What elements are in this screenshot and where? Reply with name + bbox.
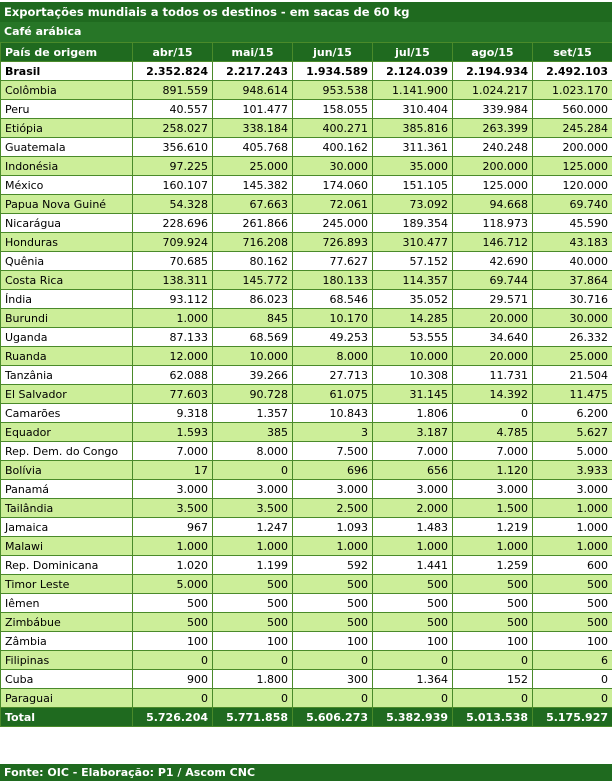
value-cell: 0 [133, 689, 213, 708]
value-cell: 34.640 [453, 328, 533, 347]
value-cell: 1.441 [373, 556, 453, 575]
value-cell: 100 [453, 632, 533, 651]
value-cell: 1.483 [373, 518, 453, 537]
table-subtitle: Café arábica [0, 22, 612, 42]
value-cell: 17 [133, 461, 213, 480]
value-cell: 1.364 [373, 670, 453, 689]
country-cell: Uganda [1, 328, 133, 347]
value-cell: 845 [213, 309, 293, 328]
country-cell: Colômbia [1, 81, 133, 100]
value-cell: 5.000 [133, 575, 213, 594]
value-cell: 948.614 [213, 81, 293, 100]
table-row [1, 309, 612, 328]
value-cell: 0 [533, 689, 612, 708]
value-cell: 29.571 [453, 290, 533, 309]
country-cell: Índia [1, 290, 133, 309]
value-cell: 1.219 [453, 518, 533, 537]
value-cell: 385 [213, 423, 293, 442]
value-cell: 500 [453, 613, 533, 632]
table-row [1, 195, 612, 214]
value-cell: 7.000 [373, 442, 453, 461]
value-cell: 70.685 [133, 252, 213, 271]
table-row [1, 385, 612, 404]
value-cell: 2.217.243 [213, 62, 293, 81]
table-row [1, 499, 612, 518]
column-header-country: País de origem [1, 43, 133, 62]
value-cell: 500 [293, 594, 373, 613]
value-cell: 1.000 [533, 499, 612, 518]
value-cell: 1.806 [373, 404, 453, 423]
column-header-month: jun/15 [293, 43, 373, 62]
value-cell: 57.152 [373, 252, 453, 271]
value-cell: 100 [293, 632, 373, 651]
value-cell: 40.557 [133, 100, 213, 119]
value-cell: 68.546 [293, 290, 373, 309]
country-cell: Honduras [1, 233, 133, 252]
country-cell: Costa Rica [1, 271, 133, 290]
value-cell: 500 [213, 613, 293, 632]
value-cell: 101.477 [213, 100, 293, 119]
value-cell: 69.740 [533, 195, 612, 214]
country-cell: Iêmen [1, 594, 133, 613]
value-cell: 0 [213, 461, 293, 480]
value-cell: 145.382 [213, 176, 293, 195]
value-cell: 500 [373, 613, 453, 632]
value-cell: 3.000 [533, 480, 612, 499]
value-cell: 27.713 [293, 366, 373, 385]
country-cell: Camarões [1, 404, 133, 423]
value-cell: 400.271 [293, 119, 373, 138]
value-cell: 2.124.039 [373, 62, 453, 81]
table-row [1, 461, 612, 480]
value-cell: 145.772 [213, 271, 293, 290]
value-cell: 20.000 [453, 347, 533, 366]
table-row [1, 404, 612, 423]
value-cell: 245.000 [293, 214, 373, 233]
value-cell: 338.184 [213, 119, 293, 138]
value-cell: 12.000 [133, 347, 213, 366]
table-row [1, 328, 612, 347]
table-row [1, 537, 612, 556]
value-cell: 500 [213, 594, 293, 613]
value-cell: 245.284 [533, 119, 612, 138]
value-cell: 87.133 [133, 328, 213, 347]
country-cell: Equador [1, 423, 133, 442]
value-cell: 1.800 [213, 670, 293, 689]
value-cell: 1.000 [533, 518, 612, 537]
value-cell: 53.555 [373, 328, 453, 347]
column-header-month: mai/15 [213, 43, 293, 62]
value-cell: 7.000 [453, 442, 533, 461]
value-cell: 953.538 [293, 81, 373, 100]
value-cell: 0 [293, 651, 373, 670]
value-cell: 3.500 [133, 499, 213, 518]
value-cell: 7.500 [293, 442, 373, 461]
value-cell: 9.318 [133, 404, 213, 423]
value-cell: 0 [133, 651, 213, 670]
table-row [1, 613, 612, 632]
value-cell: 263.399 [453, 119, 533, 138]
value-cell: 1.141.900 [373, 81, 453, 100]
value-cell: 35.000 [373, 157, 453, 176]
table-row [1, 100, 612, 119]
value-cell: 62.088 [133, 366, 213, 385]
column-header-month: set/15 [533, 43, 612, 62]
value-cell: 158.055 [293, 100, 373, 119]
table-row [1, 214, 612, 233]
value-cell: 385.816 [373, 119, 453, 138]
value-cell: 0 [373, 689, 453, 708]
country-cell: Bolívia [1, 461, 133, 480]
value-cell: 49.253 [293, 328, 373, 347]
value-cell: 6 [533, 651, 612, 670]
value-cell: 1.000 [133, 537, 213, 556]
value-cell: 2.352.824 [133, 62, 213, 81]
table-row [1, 480, 612, 499]
value-cell: 100 [133, 632, 213, 651]
value-cell: 709.924 [133, 233, 213, 252]
value-cell: 90.728 [213, 385, 293, 404]
value-cell: 500 [453, 575, 533, 594]
value-cell: 30.716 [533, 290, 612, 309]
value-cell: 500 [373, 594, 453, 613]
value-cell: 339.984 [453, 100, 533, 119]
value-cell: 97.225 [133, 157, 213, 176]
value-cell: 73.092 [373, 195, 453, 214]
value-cell: 500 [293, 575, 373, 594]
value-cell: 138.311 [133, 271, 213, 290]
table-row [1, 119, 612, 138]
table-row [1, 62, 612, 81]
country-cell: Jamaica [1, 518, 133, 537]
value-cell: 31.145 [373, 385, 453, 404]
value-cell: 8.000 [213, 442, 293, 461]
table-row [1, 632, 612, 651]
value-cell: 3.000 [213, 480, 293, 499]
value-cell: 300 [293, 670, 373, 689]
value-cell: 7.000 [133, 442, 213, 461]
value-cell: 1.000 [533, 537, 612, 556]
table-row [1, 271, 612, 290]
value-cell: 118.973 [453, 214, 533, 233]
value-cell: 25.000 [213, 157, 293, 176]
value-cell: 1.023.170 [533, 81, 612, 100]
total-value: 5.771.858 [213, 708, 293, 727]
value-cell: 39.266 [213, 366, 293, 385]
value-cell: 0 [533, 670, 612, 689]
value-cell: 3.000 [373, 480, 453, 499]
value-cell: 8.000 [293, 347, 373, 366]
table-row [1, 556, 612, 575]
value-cell: 500 [293, 613, 373, 632]
country-cell: Brasil [1, 62, 133, 81]
country-cell: Rep. Dominicana [1, 556, 133, 575]
country-cell: Indonésia [1, 157, 133, 176]
header-row [1, 43, 612, 62]
value-cell: 200.000 [533, 138, 612, 157]
value-cell: 2.500 [293, 499, 373, 518]
value-cell: 400.162 [293, 138, 373, 157]
value-cell: 891.559 [133, 81, 213, 100]
value-cell: 67.663 [213, 195, 293, 214]
value-cell: 10.170 [293, 309, 373, 328]
country-cell: Burundi [1, 309, 133, 328]
value-cell: 500 [213, 575, 293, 594]
country-cell: Zâmbia [1, 632, 133, 651]
value-cell: 1.593 [133, 423, 213, 442]
country-cell: Paraguai [1, 689, 133, 708]
value-cell: 240.248 [453, 138, 533, 157]
country-cell: Filipinas [1, 651, 133, 670]
value-cell: 1.500 [453, 499, 533, 518]
value-cell: 3.000 [453, 480, 533, 499]
table-row [1, 366, 612, 385]
table-row [1, 423, 612, 442]
value-cell: 1.247 [213, 518, 293, 537]
value-cell: 3 [293, 423, 373, 442]
table-row [1, 575, 612, 594]
value-cell: 310.477 [373, 233, 453, 252]
table-row [1, 347, 612, 366]
value-cell: 21.504 [533, 366, 612, 385]
country-cell: Malawi [1, 537, 133, 556]
table-row [1, 233, 612, 252]
country-cell: Papua Nova Guiné [1, 195, 133, 214]
total-row [1, 708, 612, 727]
value-cell: 600 [533, 556, 612, 575]
table-row [1, 689, 612, 708]
value-cell: 189.354 [373, 214, 453, 233]
country-cell: Ruanda [1, 347, 133, 366]
value-cell: 30.000 [293, 157, 373, 176]
country-cell: Guatemala [1, 138, 133, 157]
table-row [1, 594, 612, 613]
value-cell: 151.105 [373, 176, 453, 195]
value-cell: 80.162 [213, 252, 293, 271]
value-cell: 152 [453, 670, 533, 689]
value-cell: 42.690 [453, 252, 533, 271]
value-cell: 180.133 [293, 271, 373, 290]
total-value: 5.606.273 [293, 708, 373, 727]
table-title: Exportações mundiais a todos os destinos - em sacas de 60 kg [0, 2, 612, 22]
value-cell: 900 [133, 670, 213, 689]
table-row [1, 290, 612, 309]
value-cell: 500 [373, 575, 453, 594]
value-cell: 160.107 [133, 176, 213, 195]
value-cell: 592 [293, 556, 373, 575]
value-cell: 10.000 [213, 347, 293, 366]
value-cell: 500 [533, 613, 612, 632]
value-cell: 0 [293, 689, 373, 708]
value-cell: 1.000 [293, 537, 373, 556]
value-cell: 93.112 [133, 290, 213, 309]
value-cell: 656 [373, 461, 453, 480]
value-cell: 0 [373, 651, 453, 670]
value-cell: 10.308 [373, 366, 453, 385]
table-row [1, 518, 612, 537]
table-row [1, 157, 612, 176]
value-cell: 1.093 [293, 518, 373, 537]
total-value: 5.726.204 [133, 708, 213, 727]
value-cell: 261.866 [213, 214, 293, 233]
value-cell: 100 [533, 632, 612, 651]
value-cell: 43.183 [533, 233, 612, 252]
value-cell: 146.712 [453, 233, 533, 252]
value-cell: 100 [373, 632, 453, 651]
table-row [1, 442, 612, 461]
value-cell: 1.199 [213, 556, 293, 575]
country-cell: Nicarágua [1, 214, 133, 233]
value-cell: 86.023 [213, 290, 293, 309]
value-cell: 2.194.934 [453, 62, 533, 81]
exports-table [0, 42, 612, 727]
column-header-month: jul/15 [373, 43, 453, 62]
table-row [1, 138, 612, 157]
country-cell: Peru [1, 100, 133, 119]
value-cell: 200.000 [453, 157, 533, 176]
value-cell: 3.000 [133, 480, 213, 499]
value-cell: 11.475 [533, 385, 612, 404]
value-cell: 26.332 [533, 328, 612, 347]
value-cell: 2.492.103 [533, 62, 612, 81]
value-cell: 500 [533, 575, 612, 594]
value-cell: 2.000 [373, 499, 453, 518]
value-cell: 61.075 [293, 385, 373, 404]
value-cell: 311.361 [373, 138, 453, 157]
value-cell: 20.000 [453, 309, 533, 328]
value-cell: 500 [533, 594, 612, 613]
value-cell: 25.000 [533, 347, 612, 366]
country-cell: Etiópia [1, 119, 133, 138]
value-cell: 77.603 [133, 385, 213, 404]
value-cell: 500 [133, 594, 213, 613]
country-cell: El Salvador [1, 385, 133, 404]
value-cell: 0 [453, 689, 533, 708]
value-cell: 0 [453, 651, 533, 670]
table-row [1, 252, 612, 271]
country-cell: Quênia [1, 252, 133, 271]
value-cell: 5.000 [533, 442, 612, 461]
value-cell: 356.610 [133, 138, 213, 157]
value-cell: 560.000 [533, 100, 612, 119]
value-cell: 11.731 [453, 366, 533, 385]
table-row [1, 651, 612, 670]
column-header-month: ago/15 [453, 43, 533, 62]
value-cell: 77.627 [293, 252, 373, 271]
total-value: 5.175.927 [533, 708, 612, 727]
value-cell: 3.187 [373, 423, 453, 442]
value-cell: 54.328 [133, 195, 213, 214]
value-cell: 1.000 [453, 537, 533, 556]
value-cell: 94.668 [453, 195, 533, 214]
table-row [1, 670, 612, 689]
value-cell: 40.000 [533, 252, 612, 271]
country-cell: Panamá [1, 480, 133, 499]
value-cell: 1.000 [213, 537, 293, 556]
value-cell: 6.200 [533, 404, 612, 423]
country-cell: México [1, 176, 133, 195]
value-cell: 3.500 [213, 499, 293, 518]
total-value: 5.382.939 [373, 708, 453, 727]
value-cell: 0 [453, 404, 533, 423]
value-cell: 696 [293, 461, 373, 480]
table-row [1, 81, 612, 100]
value-cell: 258.027 [133, 119, 213, 138]
value-cell: 1.000 [373, 537, 453, 556]
column-header-month: abr/15 [133, 43, 213, 62]
country-cell: Zimbábue [1, 613, 133, 632]
value-cell: 310.404 [373, 100, 453, 119]
country-cell: Timor Leste [1, 575, 133, 594]
value-cell: 14.392 [453, 385, 533, 404]
value-cell: 10.000 [373, 347, 453, 366]
table-row [1, 176, 612, 195]
value-cell: 1.024.217 [453, 81, 533, 100]
value-cell: 3.000 [293, 480, 373, 499]
value-cell: 114.357 [373, 271, 453, 290]
country-cell: Rep. Dem. do Congo [1, 442, 133, 461]
value-cell: 100 [213, 632, 293, 651]
value-cell: 120.000 [533, 176, 612, 195]
value-cell: 1.000 [133, 309, 213, 328]
value-cell: 125.000 [533, 157, 612, 176]
value-cell: 5.627 [533, 423, 612, 442]
value-cell: 35.052 [373, 290, 453, 309]
value-cell: 174.060 [293, 176, 373, 195]
source-footer: Fonte: OIC - Elaboração: P1 / Ascom CNC [0, 764, 612, 781]
value-cell: 1.020 [133, 556, 213, 575]
value-cell: 4.785 [453, 423, 533, 442]
value-cell: 716.208 [213, 233, 293, 252]
value-cell: 3.933 [533, 461, 612, 480]
total-value: 5.013.538 [453, 708, 533, 727]
value-cell: 72.061 [293, 195, 373, 214]
value-cell: 500 [453, 594, 533, 613]
value-cell: 1.259 [453, 556, 533, 575]
value-cell: 37.864 [533, 271, 612, 290]
value-cell: 405.768 [213, 138, 293, 157]
value-cell: 500 [133, 613, 213, 632]
total-label: Total [1, 708, 133, 727]
value-cell: 69.744 [453, 271, 533, 290]
value-cell: 14.285 [373, 309, 453, 328]
value-cell: 45.590 [533, 214, 612, 233]
value-cell: 10.843 [293, 404, 373, 423]
value-cell: 967 [133, 518, 213, 537]
value-cell: 726.893 [293, 233, 373, 252]
value-cell: 68.569 [213, 328, 293, 347]
country-cell: Tailândia [1, 499, 133, 518]
value-cell: 0 [213, 651, 293, 670]
country-cell: Cuba [1, 670, 133, 689]
value-cell: 1.934.589 [293, 62, 373, 81]
value-cell: 0 [213, 689, 293, 708]
country-cell: Tanzânia [1, 366, 133, 385]
value-cell: 30.000 [533, 309, 612, 328]
value-cell: 1.357 [213, 404, 293, 423]
value-cell: 228.696 [133, 214, 213, 233]
value-cell: 1.120 [453, 461, 533, 480]
value-cell: 125.000 [453, 176, 533, 195]
